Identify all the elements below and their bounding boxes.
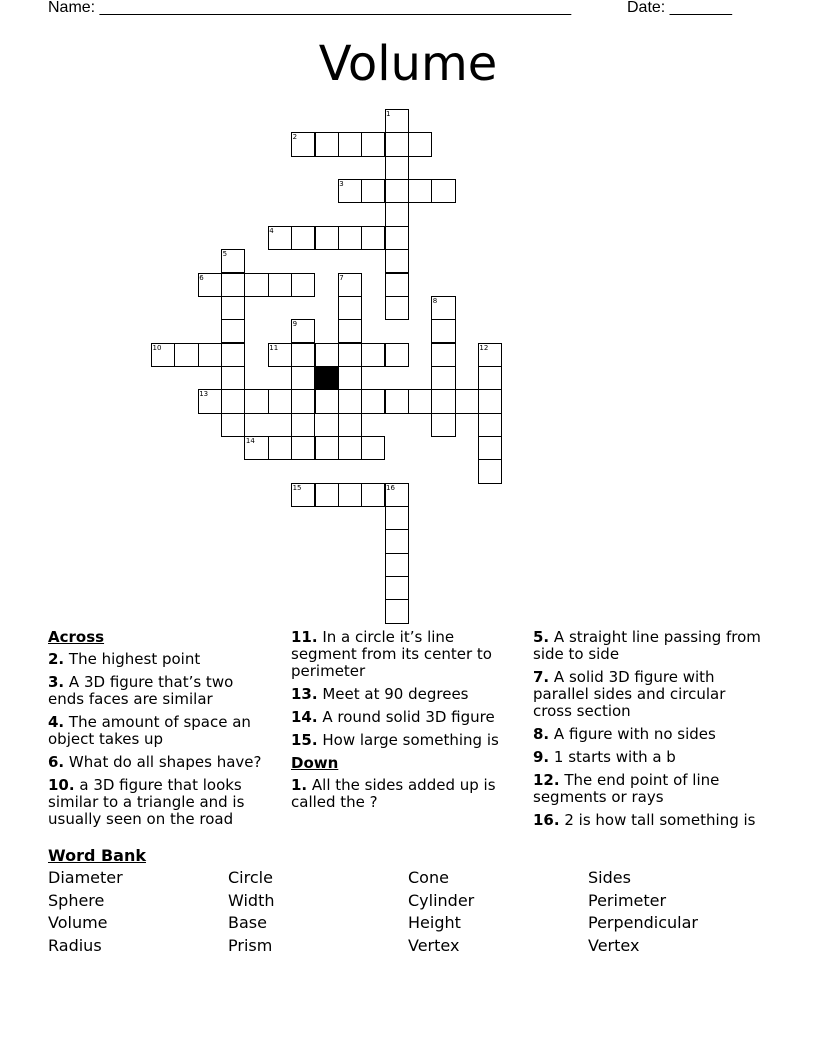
down-heading: Down	[291, 754, 339, 772]
crossword-cell[interactable]	[291, 389, 315, 413]
crossword-cell[interactable]	[221, 389, 245, 413]
clue-number-3: 3	[339, 180, 344, 189]
clue-down-9: 9. 1 starts with a b	[533, 748, 676, 766]
clues-column-1	[48, 629, 270, 834]
clue-number-8: 8	[432, 296, 438, 305]
crossword-cell[interactable]	[221, 413, 245, 437]
clue-number-9: 9	[292, 320, 298, 329]
clue-across-13: 13. Meet at 90 degrees	[291, 685, 469, 703]
crossword-cell[interactable]	[268, 436, 292, 460]
crossword-cell[interactable]	[385, 249, 409, 273]
crossword-cell[interactable]	[361, 389, 385, 413]
clue-across-2: 2. The highest point	[48, 650, 201, 668]
crossword-cell[interactable]	[478, 436, 502, 460]
word-bank-column-1	[48, 867, 123, 957]
crossword-cell[interactable]	[221, 366, 245, 390]
word-bank-word: Perimeter	[588, 890, 667, 910]
word-bank-word: Base	[228, 913, 267, 932]
date-line: Date: _______	[627, 0, 732, 16]
crossword-cell[interactable]	[338, 366, 362, 390]
clue-number-11: 11	[269, 343, 279, 352]
clue-down-16: 16. 2 is how tall something is	[533, 811, 756, 829]
word-bank-word: Vertex	[588, 935, 640, 955]
crossword-cell[interactable]	[338, 132, 362, 156]
clue-number-15: 15	[292, 483, 302, 492]
crossword-cell[interactable]	[385, 389, 409, 413]
crossword-cell[interactable]	[244, 273, 268, 297]
crossword-cell[interactable]	[338, 483, 362, 507]
clue-across-3: 3. A 3D figure that’s two ends faces are similar	[48, 673, 234, 708]
crossword-cell[interactable]	[385, 506, 409, 530]
across-heading: Across	[48, 628, 105, 646]
crossword-cell[interactable]	[408, 179, 432, 203]
crossword-cell[interactable]	[315, 436, 339, 460]
clue-number-14: 14	[245, 436, 255, 445]
crossword-cell[interactable]	[338, 319, 362, 343]
crossword-cell[interactable]	[338, 436, 362, 460]
clue-down-7: 7. A solid 3D figure with parallel sides and circular cross section	[533, 668, 726, 720]
crossword-cell[interactable]	[315, 389, 339, 413]
crossword-cell[interactable]	[174, 343, 198, 367]
word-bank-word: Circle	[228, 868, 273, 887]
word-bank-title: Word Bank	[48, 846, 147, 865]
clue-across-11: 11. In a circle it’s line segment from its center to perimeter	[291, 628, 492, 680]
crossword-cell[interactable]	[221, 296, 245, 320]
crossword-cell[interactable]	[431, 343, 455, 367]
crossword-cell[interactable]	[385, 343, 409, 367]
crossword-cell[interactable]	[338, 343, 362, 367]
crossword-cell[interactable]	[361, 343, 385, 367]
crossword-cell[interactable]	[291, 413, 315, 437]
crossword-cell[interactable]	[315, 226, 339, 250]
crossword-cell[interactable]	[291, 343, 315, 367]
crossword-cell[interactable]	[361, 226, 385, 250]
crossword-cell[interactable]	[478, 459, 502, 483]
crossword-cell[interactable]	[385, 599, 409, 623]
crossword-cell[interactable]	[244, 389, 268, 413]
crossword-cell[interactable]	[291, 436, 315, 460]
word-bank-column-4	[588, 867, 698, 957]
crossword-cell[interactable]	[338, 226, 362, 250]
clue-down-5: 5. A straight line passing from side to side	[533, 628, 761, 663]
crossword-cell[interactable]	[431, 179, 455, 203]
crossword-cell[interactable]	[361, 436, 385, 460]
crossword-cell[interactable]	[431, 389, 455, 413]
crossword-cell[interactable]	[221, 273, 245, 297]
crossword-cell[interactable]	[478, 366, 502, 390]
crossword-cell[interactable]	[431, 413, 455, 437]
crossword-cell[interactable]	[478, 389, 502, 413]
word-bank-word: Height	[408, 913, 461, 932]
crossword-block-cell	[315, 366, 339, 390]
crossword-cell[interactable]	[198, 343, 222, 367]
crossword-cell[interactable]	[291, 366, 315, 390]
clue-number-10: 10	[152, 343, 162, 352]
word-bank-word: Perpendicular	[588, 913, 699, 932]
crossword-cell[interactable]	[455, 389, 479, 413]
clue-number-6: 6	[199, 273, 204, 282]
word-bank-word: Cylinder	[408, 890, 475, 910]
clue-across-14: 14. A round solid 3D figure	[291, 708, 495, 726]
word-bank-word: Volume	[48, 913, 108, 932]
crossword-cell[interactable]	[385, 529, 409, 553]
clue-down-12: 12. The end point of line segments or rays	[533, 771, 720, 806]
crossword-cell[interactable]	[338, 296, 362, 320]
clue-number-1: 1	[386, 110, 391, 118]
crossword-cell[interactable]	[385, 273, 409, 297]
crossword-cell[interactable]	[385, 156, 409, 180]
clues-column-3	[533, 629, 768, 835]
word-bank-word: Diameter	[48, 868, 123, 887]
clue-across-15: 15. How large something is	[291, 731, 499, 749]
clue-across-6: 6. What do all shapes have?	[48, 753, 262, 771]
crossword-cell[interactable]	[291, 226, 315, 250]
crossword-cell[interactable]	[268, 273, 292, 297]
clue-down-8: 8. A figure with no sides	[533, 725, 716, 743]
crossword-cell[interactable]	[385, 553, 409, 577]
crossword-cell[interactable]	[385, 132, 409, 156]
crossword-cell[interactable]	[268, 389, 292, 413]
clue-across-10: 10. a 3D figure that looks similar to a triangle and is usually seen on the road	[48, 776, 245, 828]
clue-number-7: 7	[339, 273, 344, 282]
word-bank-word: Width	[228, 890, 275, 910]
clue-number-5: 5	[222, 250, 228, 259]
crossword-cell[interactable]	[361, 483, 385, 507]
clue-across-4: 4. The amount of space an object takes up	[48, 713, 251, 748]
clue-down-1: 1. All the sides added up is called the ?	[291, 776, 496, 811]
crossword-cell[interactable]	[361, 132, 385, 156]
crossword-cell[interactable]	[431, 366, 455, 390]
crossword-cell[interactable]	[338, 389, 362, 413]
clue-number-16: 16	[386, 483, 395, 492]
clue-number-12: 12	[479, 343, 489, 352]
word-bank-word: Radius	[48, 935, 102, 955]
crossword-cell[interactable]	[385, 576, 409, 600]
word-bank-column-2	[228, 867, 274, 957]
crossword-cell[interactable]	[338, 413, 362, 437]
crossword-cell[interactable]	[408, 132, 432, 156]
clue-number-4: 4	[269, 226, 274, 235]
crossword-cell[interactable]	[315, 483, 339, 507]
page-title: Volume	[318, 36, 498, 92]
word-bank-word: Sides	[588, 868, 631, 887]
crossword-cell[interactable]	[478, 413, 502, 437]
crossword-cell[interactable]	[315, 132, 339, 156]
crossword-cell[interactable]	[408, 389, 432, 413]
word-bank-word: Cone	[408, 868, 449, 887]
crossword-cell[interactable]	[431, 319, 455, 343]
crossword-cell[interactable]	[291, 273, 315, 297]
clues-column-2	[291, 629, 513, 817]
crossword-cell[interactable]	[221, 343, 245, 367]
word-bank-word: Sphere	[48, 890, 105, 910]
crossword-cell[interactable]	[385, 179, 409, 203]
name-line: Name: _____________________________________________________	[48, 0, 572, 16]
crossword-cell[interactable]	[361, 179, 385, 203]
crossword-cell[interactable]	[315, 343, 339, 367]
clue-number-13: 13	[199, 390, 209, 399]
crossword-cell[interactable]	[385, 296, 409, 320]
word-bank-word: Prism	[228, 935, 273, 955]
word-bank-column-3	[408, 867, 474, 957]
clue-number-2: 2	[292, 133, 298, 142]
word-bank-word: Vertex	[408, 935, 460, 955]
crossword-cell[interactable]	[385, 202, 409, 226]
crossword-cell[interactable]	[385, 226, 409, 250]
crossword-cell[interactable]	[221, 319, 245, 343]
